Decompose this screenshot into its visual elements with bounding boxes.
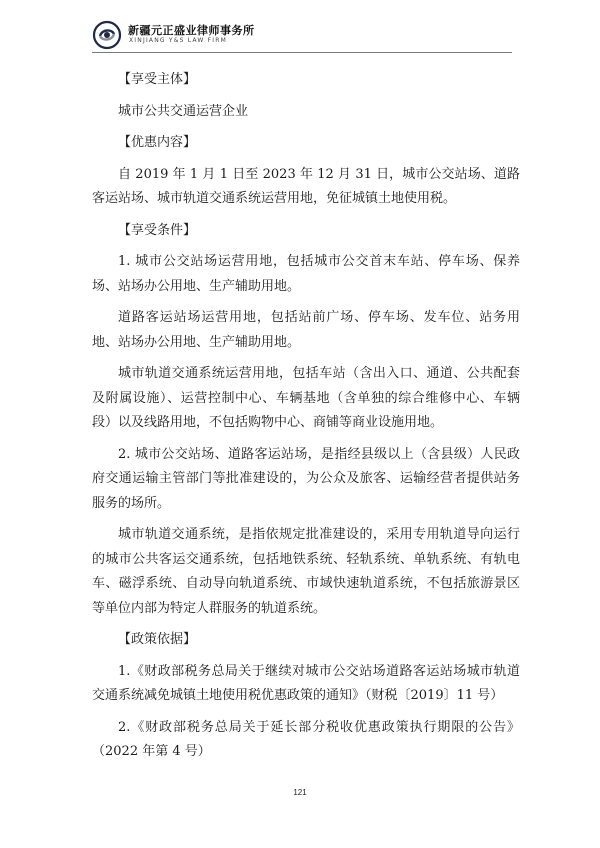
conditions-paragraph-3: 城市轨道交通系统运营用地，包括车站（含出入口、通道、公共配套及附属设施）、运营控制中心、车辆基地（含单独的综合维修中心、车辆段）以及线路用地，不包括购物中心、商铺等商业设施用地。 bbox=[92, 366, 520, 430]
benefit-text: 自 2019 年 1 月 1 日至 2023 年 12 月 31 日，城市公交站场、道路客运站场、城市轨道交通系统运营用地，免征城镇土地使用税。 bbox=[92, 166, 520, 206]
page-header bbox=[92, 18, 512, 52]
section-heading-conditions: 【享受条件】 bbox=[118, 222, 197, 238]
conditions-paragraph-2: 道路客运站场运营用地，包括站前广场、停车场、发车位、站务用地、站场办公用地、生产辅助用地。 bbox=[92, 310, 520, 350]
section-heading-benefit: 【优惠内容】 bbox=[118, 135, 197, 150]
conditions-paragraph-4: 2. 城市公交站场、道路客运站场，是指经县级以上（含县级）人民政府交通运输主管部门等批准建设的，为公众及旅客、运输经营者提供站务服务的场所。 bbox=[92, 446, 520, 511]
header-divider bbox=[92, 52, 512, 53]
conditions-paragraph-1: 1. 城市公交站场运营用地，包括城市公交首末车站、停车场、保养场、站场办公用地、生产辅助用地。 bbox=[92, 254, 520, 294]
firm-name-en: XINJIANG Y&S LAW FIRM bbox=[129, 37, 227, 44]
policy-basis-item-1: 1.《财政部税务总局关于继续对城市公交站场道路客运站场城市轨道交通系统减免城镇土地使用税优惠政策的通知》（财税〔2019〕11 号） bbox=[92, 663, 520, 703]
beneficiary-text: 城市公共交通运营企业 bbox=[118, 103, 249, 119]
section-heading-beneficiary: 【享受主体】 bbox=[118, 72, 197, 87]
page-number: 121 bbox=[293, 788, 307, 797]
section-heading-policy-basis: 【政策依据】 bbox=[118, 632, 197, 647]
firm-name-cn: 新疆元正盛业律师事务所 bbox=[128, 24, 255, 37]
conditions-paragraph-5: 城市轨道交通系统，是指依规定批准建设的，采用专用轨道导向运行的城市公共客运交通系统，包括地铁系统、轻轨系统、单轨系统、有轨电车、磁浮系统、自动导向轨道系统、市域快速轨道系统，不包括旅游景区等单位内部为特定人群服务的轨道系统。 bbox=[92, 527, 520, 616]
document-body bbox=[92, 68, 520, 765]
policy-basis-item-2: 2.《财政部税务总局关于延长部分税收优惠政策执行期限的公告》（2022 年第 4 号） bbox=[92, 719, 520, 759]
firm-logo-icon bbox=[92, 20, 122, 50]
